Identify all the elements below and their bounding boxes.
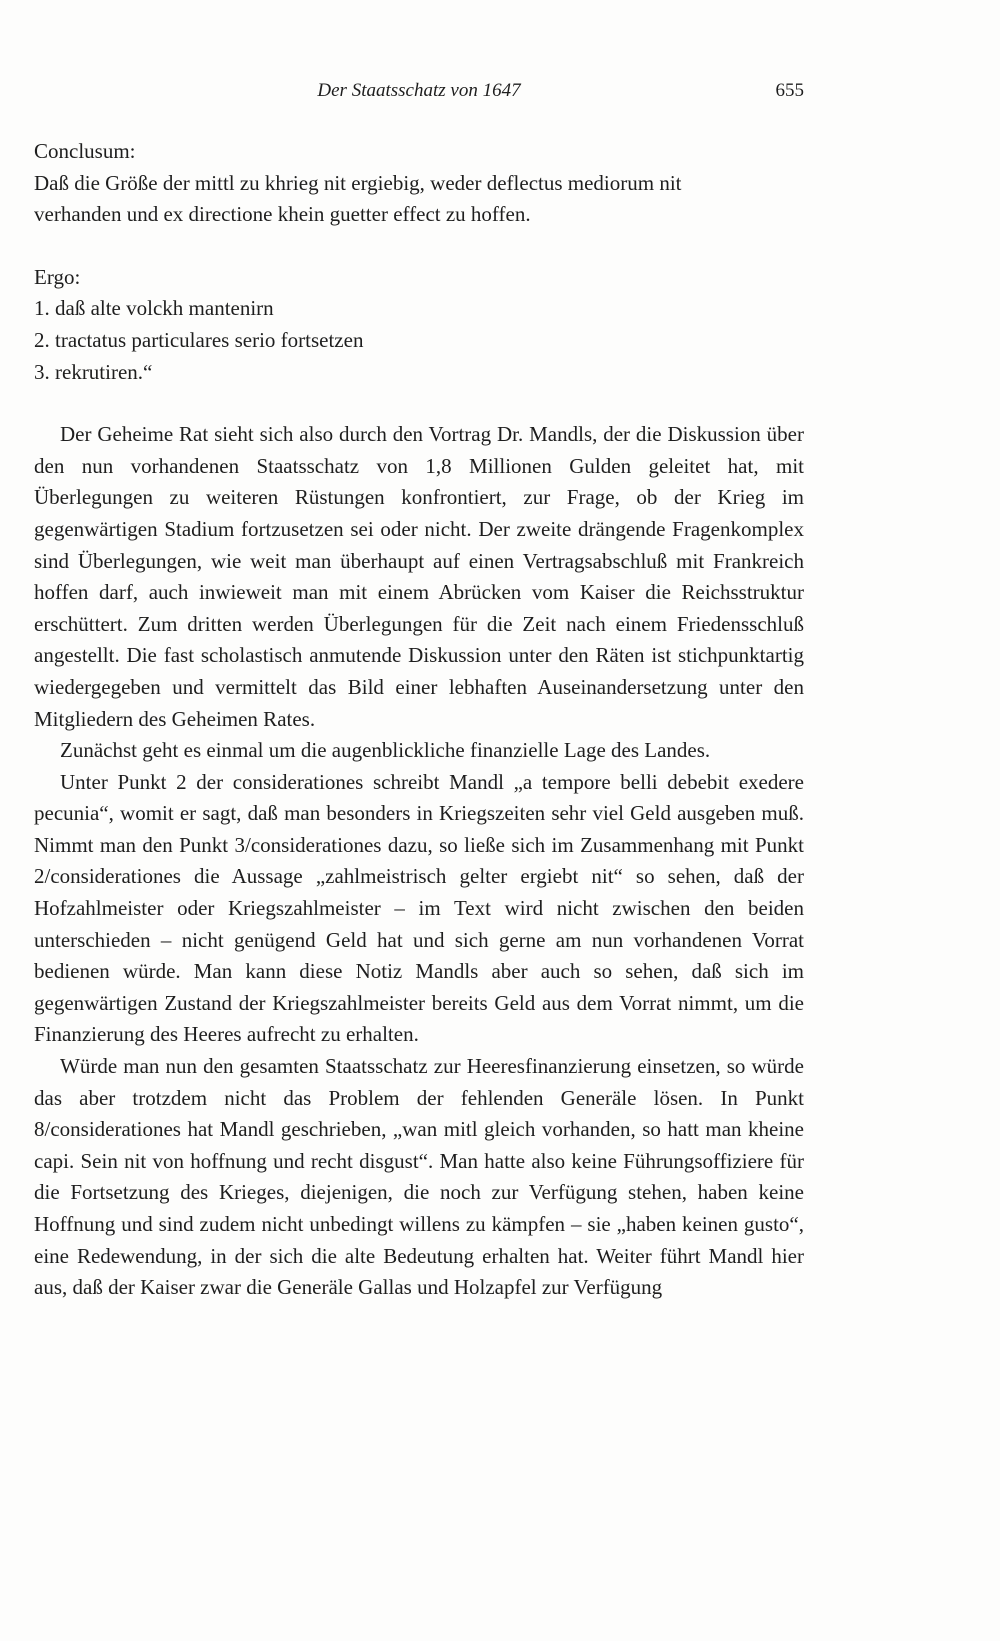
paragraph: Zunächst geht es einmal um die augenblickliche finanzielle Lage des Landes. [60,738,711,763]
conclusum-line: Daß die Größe der mittl zu khrieg nit ergiebig, weder deflectus mediorum nit [34,170,682,195]
running-title: Der Staatsschatz von 1647 [317,80,521,101]
conclusum-label: Conclusum: [34,139,136,163]
paragraph: Würde man nun den gesamten Staatsschatz zur Heeresfinanzierung einsetzen, so würde das aber trotzdem nicht das Problem der fehlenden Generäle lösen. In Punkt 8/considerationes hat Mandl geschrieben, „wan mitl gleich vorhanden, so hatt man kheine capi. Sein nit von hoffnung und recht disgust“. Man hatte also keine Führungsoffiziere für die Fortsetzung des Krieges, diejenigen, die noch zur Verfügung stehen, haben keine Hoffnung und sind zudem nicht unbedingt willens zu kämpfen – sie „haben keinen gusto“, eine Redewendung, in der sich die alte Bedeutung erhalten hat. Weiter führt Mandl hier aus, daß der Kaiser zwar die Generäle Gallas und Holzapfel zur Verfügung [34,1054,804,1300]
ergo-item: 1. daß alte volckh mantenirn [34,296,274,321]
ergo-block [34,262,804,388]
conclusum-line: verhanden und ex directione khein guetter effect zu hoffen. [34,202,531,227]
spacer [34,231,804,262]
page-number: 655 [775,80,804,101]
ergo-label: Ergo: [34,264,81,289]
page-body [34,136,804,1304]
paragraph: Der Geheime Rat sieht sich also durch den Vortrag Dr. Mandls, der die Diskussion über den nun vorhandenen Staatsschatz von 1,8 Millionen Gulden geleitet hat, mit Überlegungen zu weiteren Rüstungen konfrontiert, zur Frage, ob der Krieg im gegenwärtigen Stadium fortzusetzen sei oder nicht. Der zweite drängende Fragenkomplex sind Überlegungen, wie weit man überhaupt auf einen Vertragsabschluß mit Frankreich hoffen darf, auch inwieweit man mit einem Abrücken vom Kaiser die Reichsstruktur erschüttert. Zum dritten werden Überlegungen für die Zeit nach einem Friedensschluß angestellt. Die fast scholastisch anmutende Diskussion unter den Räten ist stichpunktartig wiedergegeben und vermittelt das Bild einer lebhaften Auseinandersetzung unter den Mitgliedern des Geheimen Rates. [34,422,804,731]
spacer [34,388,804,419]
ergo-item: 3. rekrutiren.“ [34,359,153,384]
conclusum-block [34,136,804,231]
ergo-item: 2. tractatus particulares serio fortsetzen [34,327,364,352]
paragraph: Unter Punkt 2 der considerationes schreibt Mandl „a tempore belli debebit exedere pecunia“, womit er sagt, daß man besonders in Kriegszeiten sehr viel Geld ausgeben muß. Nimmt man den Punkt 3/considerationes dazu, so ließe sich im Zusammenhang mit Punkt 2/considerationes die Aussage „zahlmeistrisch gelter ergiebt nit“ so sehen, daß der Hofzahlmeister oder Kriegszahlmeister – im Text wird nicht zwischen den beiden unterschieden – nicht genügend Geld hat und sich gerne am nun vorhandenen Vorrat bedienen würde. Man kann diese Notiz Mandls aber auch so sehen, daß sich im gegenwärtigen Zustand der Kriegszahlmeister bereits Geld aus dem Vorrat nimmt, um die Finanzierung des Heeres aufrecht zu erhalten. [34,769,804,1047]
running-header [34,76,804,106]
